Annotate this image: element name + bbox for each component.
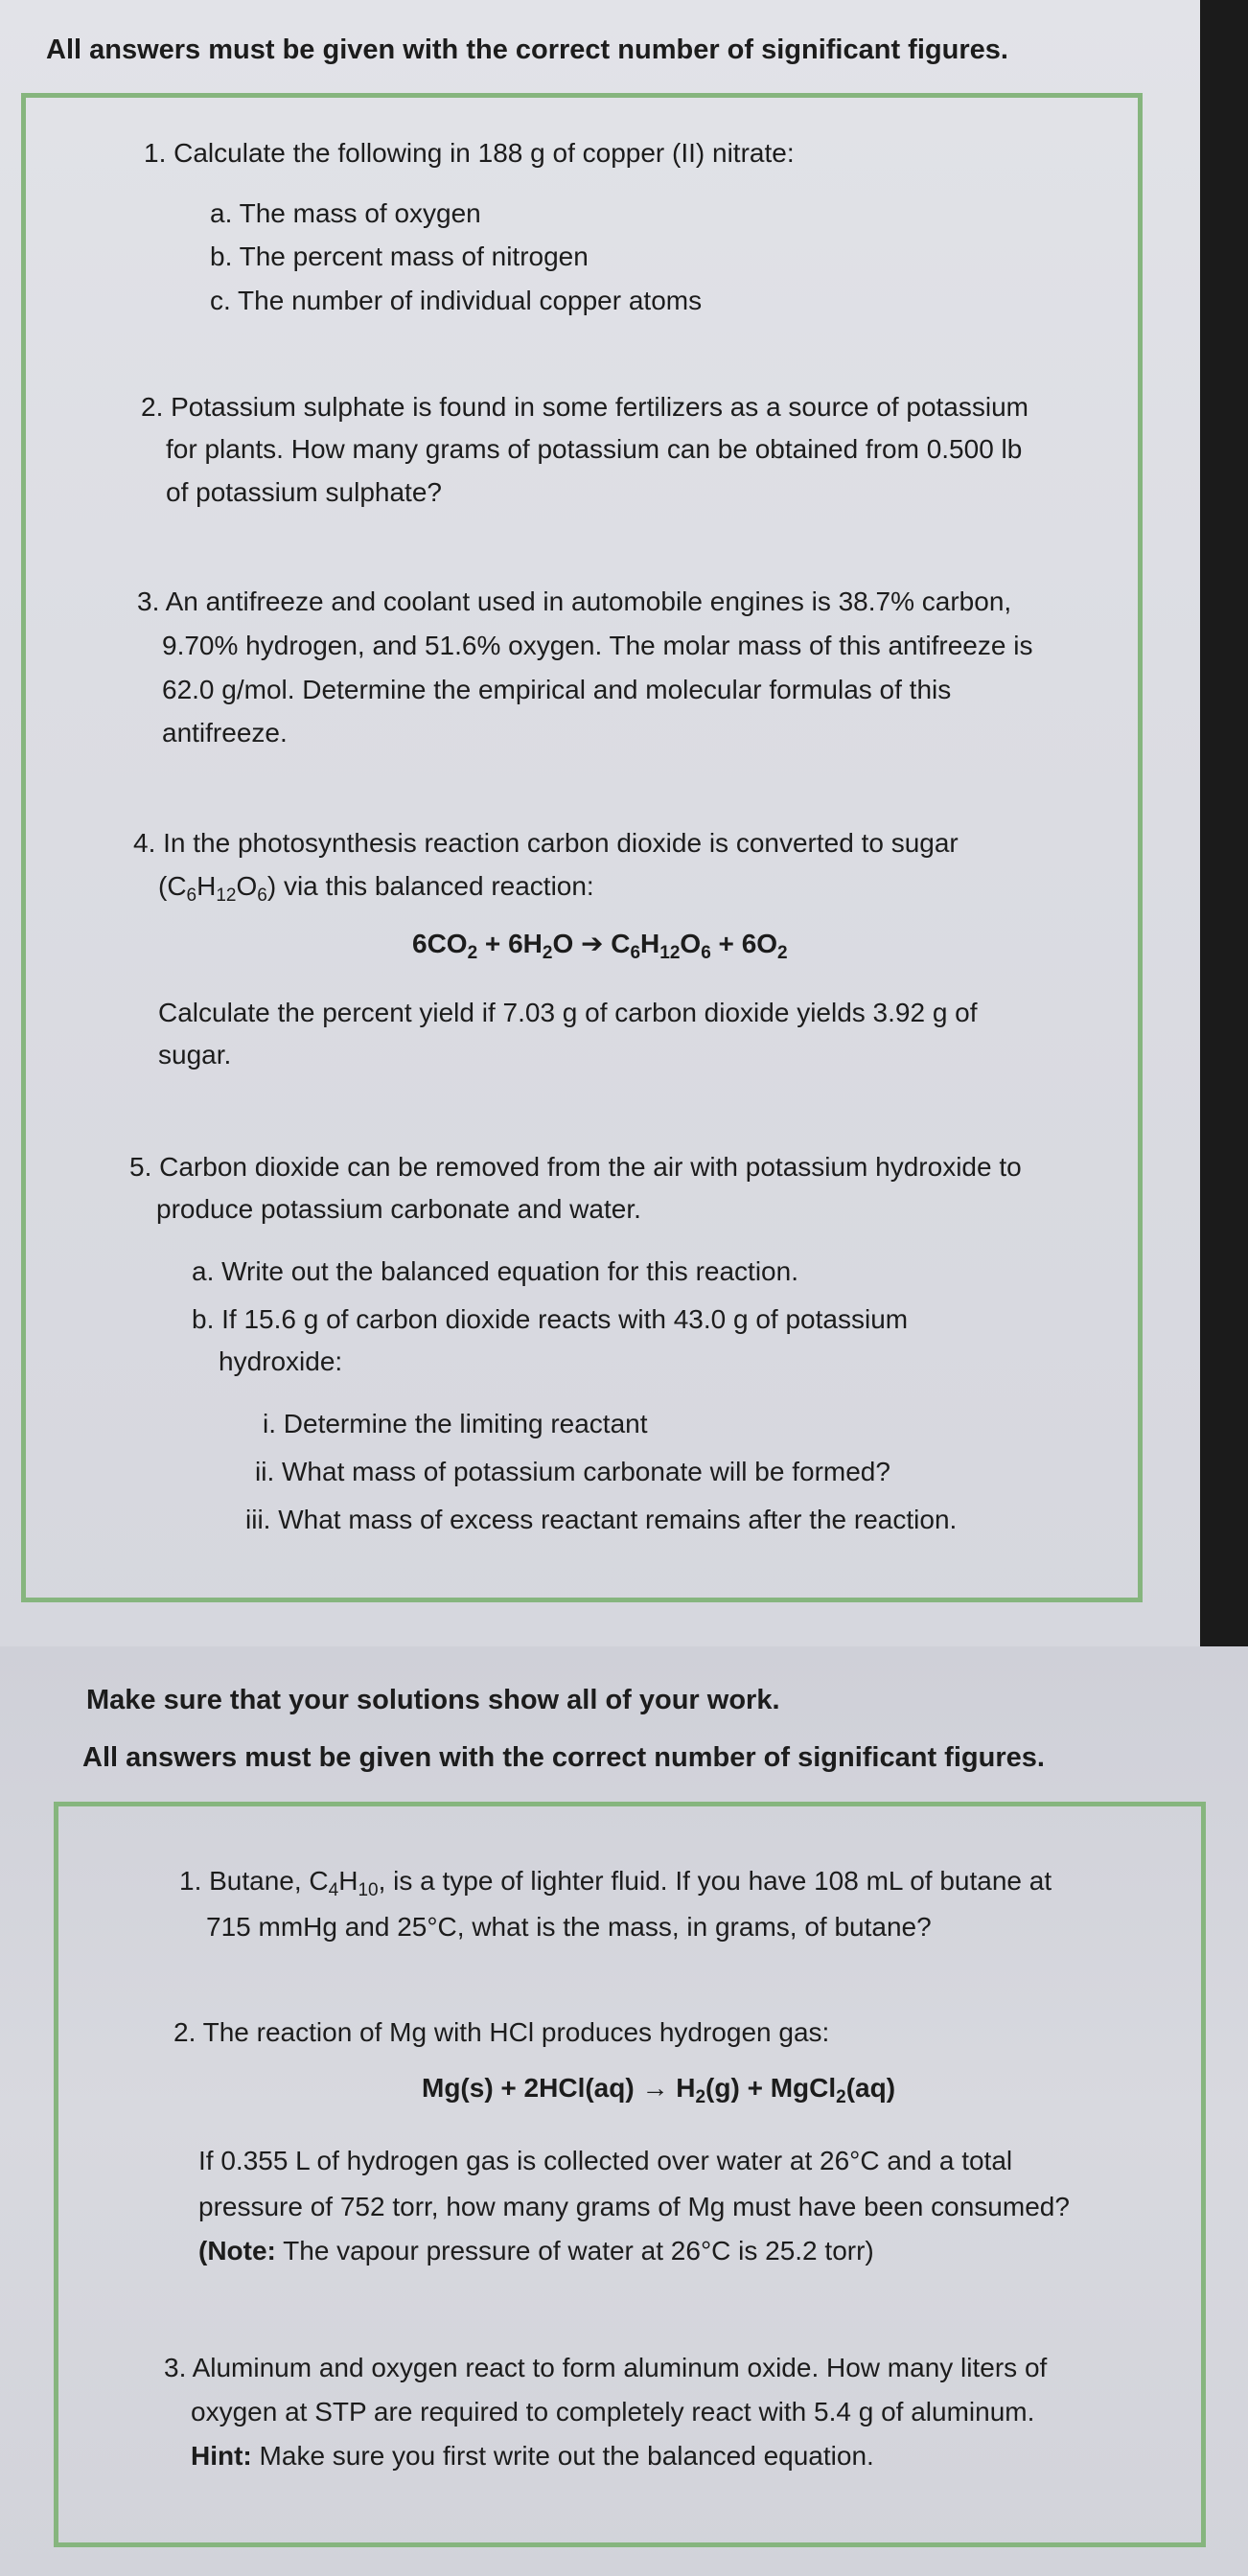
hint-label: Hint: <box>191 2441 252 2471</box>
gas-question-3-line-1: 3. Aluminum and oxygen react to form aluminum oxide. How many liters of <box>164 2353 1048 2382</box>
question-5b-ii: ii. What mass of potassium carbonate will be formed? <box>255 1457 890 1486</box>
question-2-line-1: 2. Potassium sulphate is found in some fertilizers as a source of potassium <box>141 392 1028 422</box>
eq-state: (aq) <box>845 2073 896 2103</box>
eq-sub: 2 <box>542 943 553 963</box>
eq-arrow-sugar: O ➔ C <box>552 929 631 958</box>
butane-h: H <box>338 1866 358 1896</box>
eq-term: O <box>680 929 702 958</box>
question-2-line-3: of potassium sulphate? <box>166 477 442 507</box>
show-work-instruction: Make sure that your solutions show all of your work. <box>86 1685 780 1715</box>
eq-sub: 2 <box>836 2087 846 2107</box>
sig-figs-instruction: All answers must be given with the correct number of significant figures. <box>46 34 1008 65</box>
sig-figs-instruction: All answers must be given with the correct number of significant figures. <box>82 1742 1045 1773</box>
gas-question-2-line-3: pressure of 752 torr, how many grams of Mg must have been consumed? <box>198 2192 1070 2221</box>
mg-hcl-equation <box>422 2073 896 2107</box>
sugar-o: O <box>236 871 258 901</box>
note-text: The vapour pressure of water at 26°C is 25.2 torr) <box>275 2236 874 2266</box>
butane-sub-c: 4 <box>328 1880 339 1900</box>
question-4-line-3: Calculate the percent yield if 7.03 g of carbon dioxide yields 3.92 g of <box>158 998 978 1027</box>
question-1a: a. The mass of oxygen <box>210 198 481 228</box>
eq-sub: 2 <box>777 943 788 963</box>
question-5b-line-2: hydroxide: <box>219 1346 343 1376</box>
question-4-line-1: 4. In the photosynthesis reaction carbon dioxide is converted to sugar <box>133 828 959 858</box>
hint-text: Make sure you first write out the balanced equation. <box>251 2441 874 2471</box>
question-3-line-1: 3. An antifreeze and coolant used in automobile engines is 38.7% carbon, <box>137 586 1012 616</box>
question-5a: a. Write out the balanced equation for this reaction. <box>192 1256 798 1286</box>
sugar-sub-c: 6 <box>186 886 197 906</box>
sugar-sub-o: 6 <box>257 886 267 906</box>
butane-sub-h: 10 <box>358 1880 379 1900</box>
question-1c: c. The number of individual copper atoms <box>210 286 703 315</box>
butane-post: , is a type of lighter fluid. If you have 108 mL of butane at <box>378 1866 1052 1896</box>
eq-sub: 2 <box>695 2087 706 2107</box>
gas-question-1-line-1 <box>179 1859 1052 1902</box>
eq-sub: 6 <box>630 943 641 963</box>
butane-pre: 1. Butane, C <box>179 1866 329 1896</box>
question-3-line-4: antifreeze. <box>162 718 288 748</box>
sugar-open: (C <box>158 871 187 901</box>
gas-question-2-note <box>198 2229 874 2272</box>
question-2-line-2: for plants. How many grams of potassium can be obtained from 0.500 lb <box>166 434 1023 464</box>
eq-sub: 12 <box>659 943 681 963</box>
question-3-line-2: 9.70% hydrogen, and 51.6% oxygen. The molar mass of this antifreeze is <box>162 631 1033 660</box>
question-5b-line-1: b. If 15.6 g of carbon dioxide reacts with 43.0 g of potassium <box>192 1304 909 1334</box>
eq-sub: 2 <box>467 943 478 963</box>
question-4-line-2 <box>158 864 594 908</box>
question-5-line-1: 5. Carbon dioxide can be removed from the air with potassium hydroxide to <box>129 1152 1022 1182</box>
sugar-sub-h: 12 <box>216 886 237 906</box>
gas-question-1-line-2: 715 mmHg and 25°C, what is the mass, in grams, of butane? <box>206 1912 932 1942</box>
eq-sub: 6 <box>701 943 711 963</box>
question-4-line-4: sugar. <box>158 1040 232 1070</box>
note-label: (Note: <box>198 2236 276 2266</box>
eq-term-co2: 6CO <box>412 929 468 958</box>
eq-term-h2o: + 6H <box>477 929 543 958</box>
gas-question-2-line-1: 2. The reaction of Mg with HCl produces hydrogen gas: <box>173 2017 830 2047</box>
eq-reactants: Mg(s) + 2HCl(aq) → H <box>422 2073 696 2103</box>
gas-question-2-line-2: If 0.355 L of hydrogen gas is collected over water at 26°C and a total <box>198 2146 1013 2175</box>
question-1-stem: 1. Calculate the following in 188 g of copper (II) nitrate: <box>144 138 795 168</box>
question-5b-i: i. Determine the limiting reactant <box>263 1409 648 1438</box>
question-5-line-2: produce potassium carbonate and water. <box>156 1194 641 1224</box>
sugar-close: ) via this balanced reaction: <box>266 871 594 901</box>
eq-term-o2: + 6O <box>710 929 778 958</box>
question-1b: b. The percent mass of nitrogen <box>210 242 589 271</box>
gas-question-3-hint <box>191 2434 874 2477</box>
question-3-line-3: 62.0 g/mol. Determine the empirical and molecular formulas of this <box>162 675 952 704</box>
sugar-h: H <box>196 871 217 901</box>
gas-question-3-line-2: oxygen at STP are required to completely react with 5.4 g of aluminum. <box>191 2397 1035 2426</box>
eq-term-mgcl2: (g) + MgCl <box>705 2073 837 2103</box>
question-5b-iii: iii. What mass of excess reactant remains after the reaction. <box>245 1505 958 1534</box>
photosynthesis-equation <box>412 928 788 963</box>
eq-term: H <box>640 929 660 958</box>
